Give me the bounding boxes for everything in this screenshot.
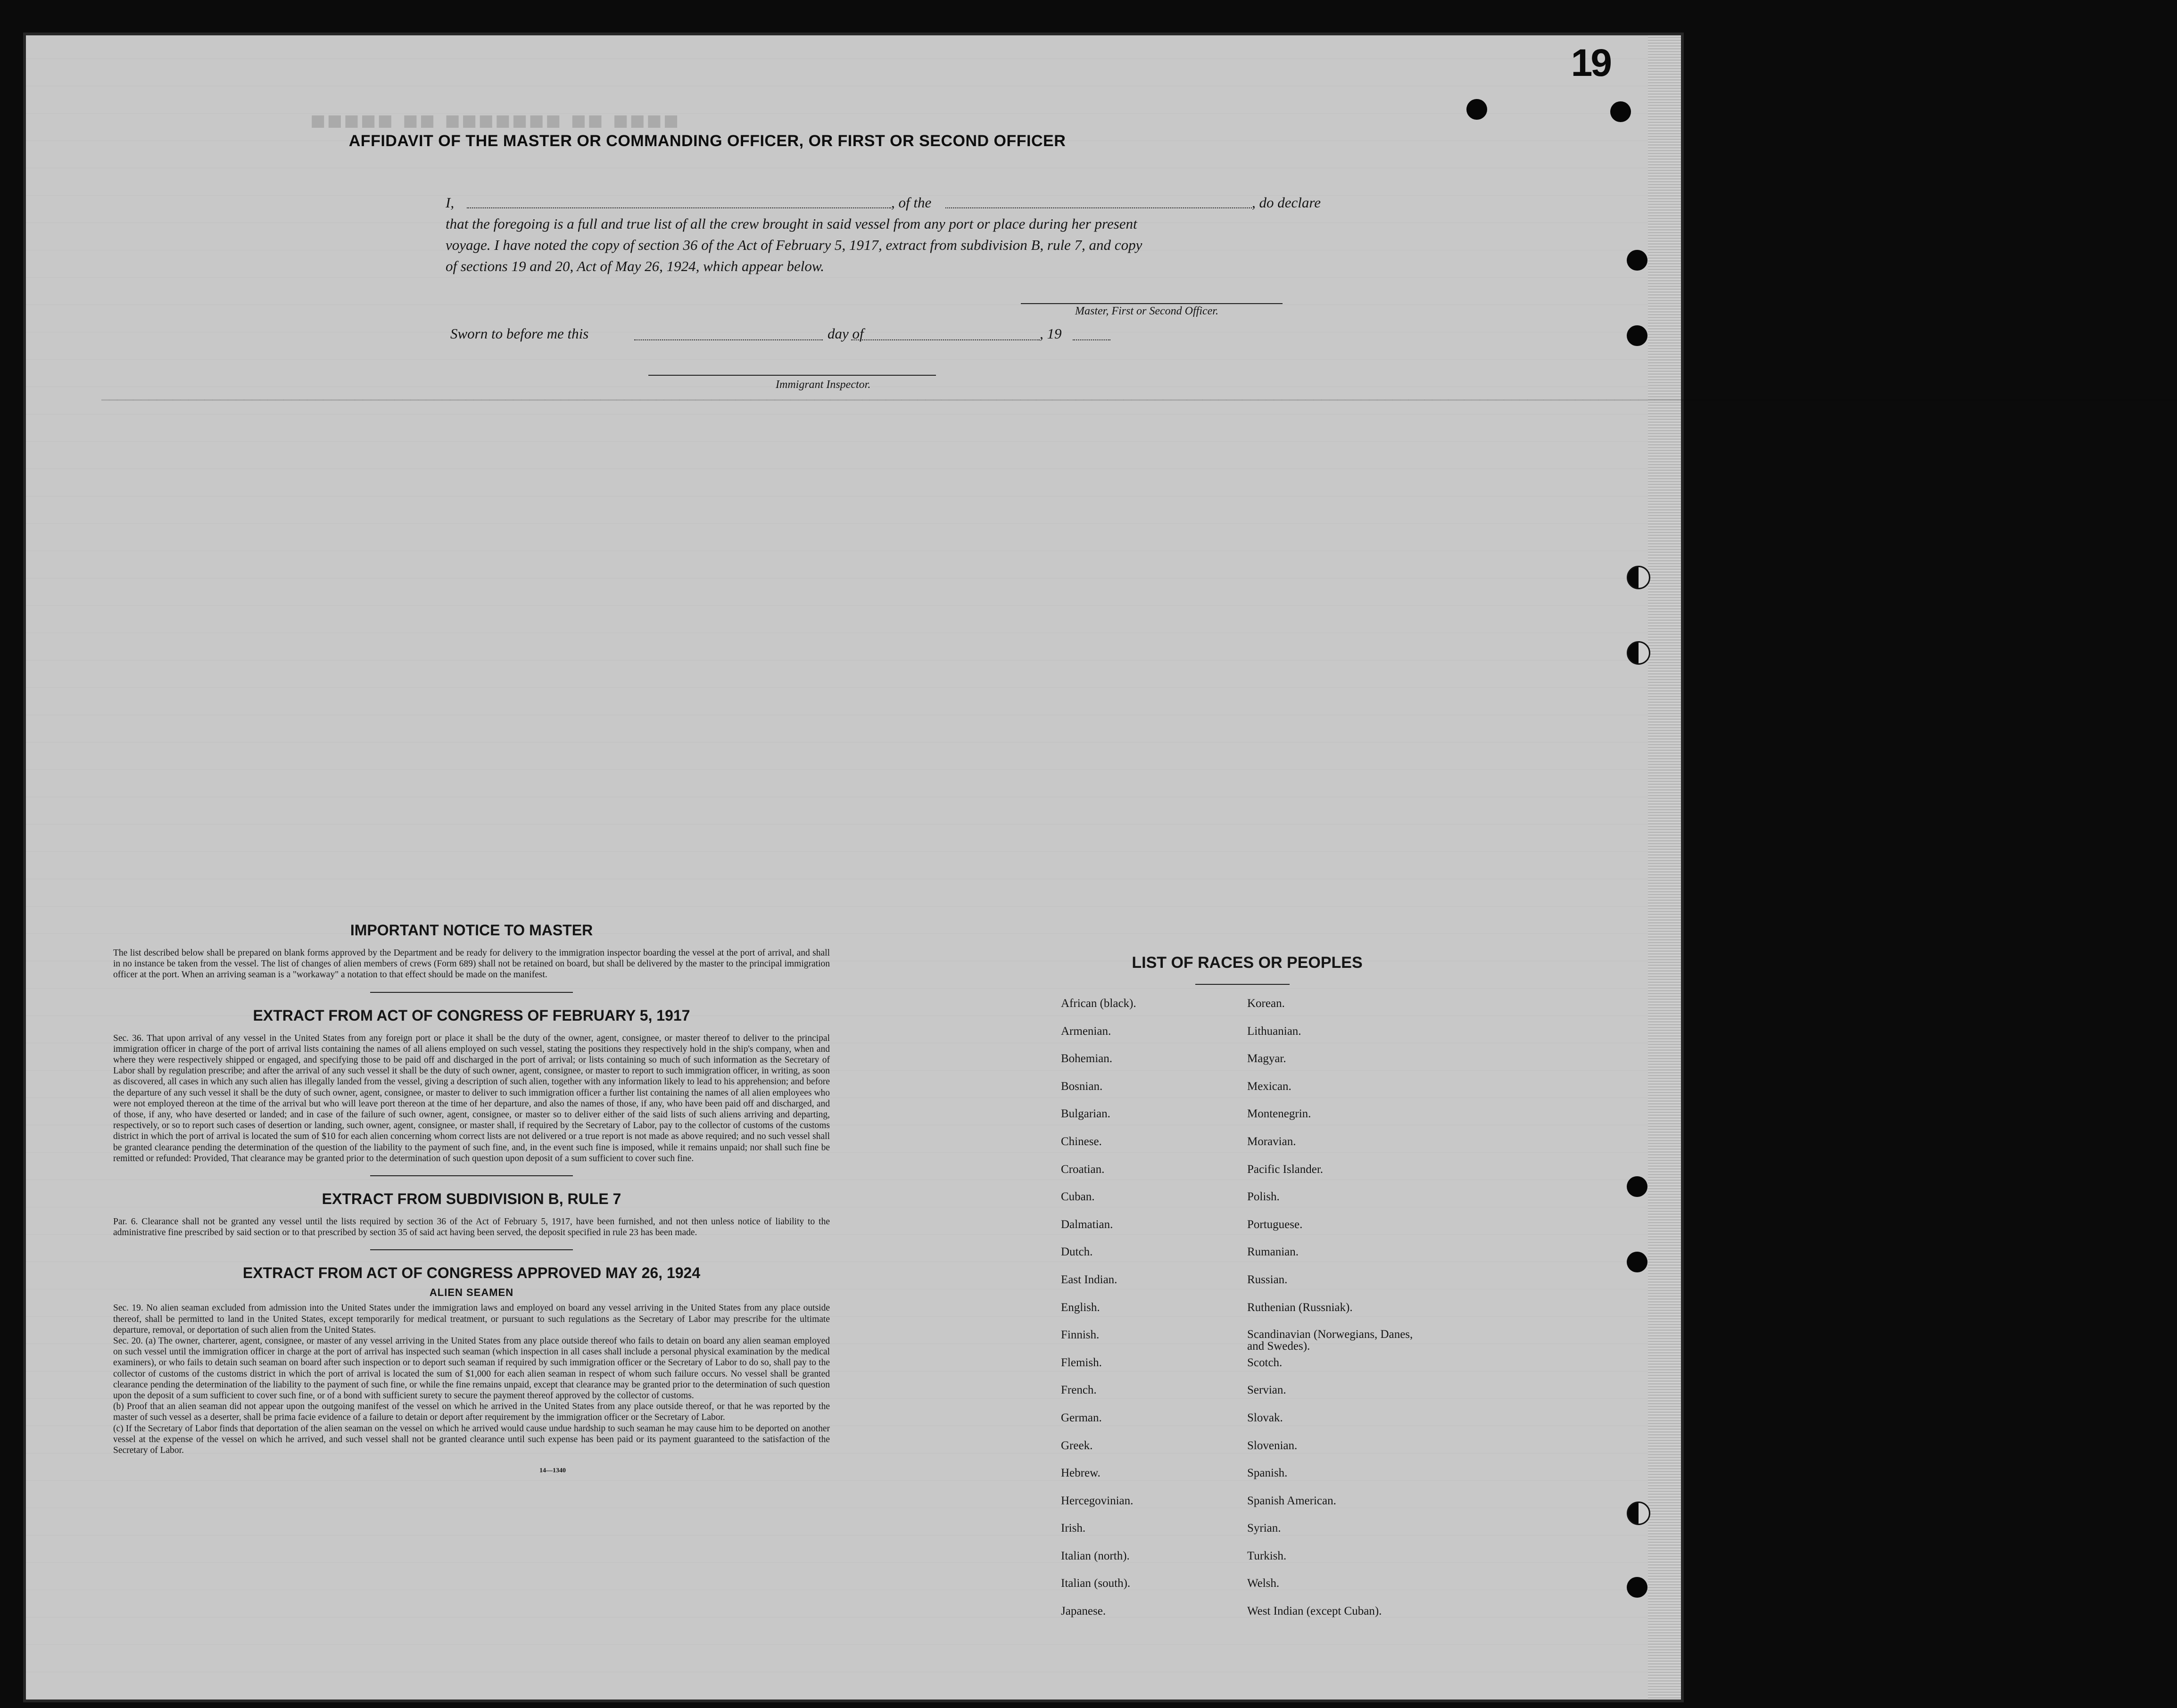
race-item: Cuban. (1061, 1190, 1095, 1204)
race-item: Slovak. (1247, 1411, 1283, 1424)
race-item: English. (1061, 1301, 1100, 1314)
race-item: West Indian (except Cuban). (1247, 1605, 1382, 1618)
affidavit-line-1c: , do declare (1252, 194, 1321, 211)
punch-hole (1627, 1252, 1647, 1272)
inspector-signature-line[interactable] (648, 375, 936, 376)
race-item: Dalmatian. (1061, 1218, 1113, 1231)
race-item: Irish. (1061, 1522, 1086, 1535)
race-item: Scotch. (1247, 1356, 1283, 1369)
punch-hole (1627, 1176, 1647, 1197)
divider (370, 992, 573, 993)
rule-7-title: EXTRACT FROM SUBDIVISION B, RULE 7 (322, 1190, 621, 1208)
race-item: Polish. (1247, 1190, 1280, 1204)
act-1917-title: EXTRACT FROM ACT OF CONGRESS OF FEBRUARY 5, 1917 (253, 1007, 690, 1024)
legal-extracts (113, 922, 830, 1475)
sec-19-text: Sec. 19. No alien seaman excluded from admission into the United States under the immigration laws and employed on board any vessel arriving in the United States from any place outside thereof, shall be permitted to land in the United States, except temporarily for medical treatment, or pursuant to such regulations as the Secretary of Labor may prescribe for the ultimate departure, removal, or deportation of such alien from the United States. (113, 1303, 830, 1335)
punch-hole (1627, 566, 1650, 589)
race-item: Finnish. (1061, 1328, 1100, 1342)
sec-20a-text: Sec. 20. (a) The owner, charterer, agent, consignee, or master of any vessel arriving in the United States from any place outside thereof who fails to detain on board any alien seaman employed on such vessel until the immigration officer in charge at the port of arrival has inspected such seaman (which inspection in all cases shall include a personal physical examination by the medical examiners), or who fails to detain such seaman on board after such inspection or to deport such seaman if required by such immigration officer or the Secretary of Labor to do so, shall pay to the collector of customs of the customs district in which the port of arrival is located the sum of $1,000 for each alien seaman in respect of whom such failure occurs. No vessel shall be granted clearance pending the determination of the liability to the payment of such fine, or while the fine remains unpaid, except that clearance may be granted prior to the determination of such question upon the deposit of a sum sufficient to cover such fine, or of a bond with sufficient surety to secure the payment thereof approved by the collector of customs. (113, 1336, 830, 1401)
race-item: Portuguese. (1247, 1218, 1303, 1231)
act-1924-subtitle: ALIEN SEAMEN (429, 1287, 514, 1299)
affidavit-line-2: that the foregoing is a full and true list of all the crew brought in said vessel from any port or place during her present (446, 215, 1137, 232)
bleed-through: ■■■■ ■■ ■■■■■■■ ■■ ■■■■■ (309, 107, 679, 135)
race-item: Ruthenian (Russniak). (1247, 1301, 1353, 1314)
act-1924-title: EXTRACT FROM ACT OF CONGRESS APPROVED MAY 26, 1924 (242, 1264, 701, 1282)
signature-line[interactable] (1021, 303, 1283, 304)
affidavit-line-4: of sections 19 and 20, Act of May 26, 1924, which appear below. (446, 258, 825, 274)
race-item: French. (1061, 1384, 1097, 1397)
manifest-page (26, 35, 2177, 1700)
race-item: Spanish American. (1247, 1494, 1336, 1507)
affidavit-title: AFFIDAVIT OF THE MASTER OR COMMANDING OFFICER, OR FIRST OR SECOND OFFICER (348, 132, 1066, 150)
race-item: Magyar. (1247, 1052, 1286, 1065)
page-edge (1648, 35, 1681, 1700)
sec-20c-text: (c) If the Secretary of Labor finds that deportation of the alien seaman on the vessel on which he arrived would cause undue hardship to such seaman he may cause him to be deported on another vessel at the expense of the vessel on which he arrived, and such vessel shall not be granted clearance until such expense has been paid or its payment guaranteed to the satisfaction of the Secretary of Labor. (113, 1423, 830, 1456)
race-item: Spanish. (1247, 1467, 1288, 1480)
race-item: Hebrew. (1061, 1467, 1101, 1480)
punch-hole (1627, 325, 1647, 346)
race-item: Bulgarian. (1061, 1107, 1110, 1121)
race-item: Mexican. (1247, 1080, 1291, 1093)
race-item: Pacific Islander. (1247, 1163, 1324, 1176)
race-item: Greek. (1061, 1439, 1093, 1452)
notice-text: The list described below shall be prepared on blank forms approved by the Department and be ready for delivery to the immigration inspector boarding the vessel at the port of arrival, and shall in no instance be taken from the vessel. The list of changes of alien members of crews (Form 689) shall not be retained on board, but shall be delivered by the master to the principal immigration officer at the port. When an arriving seaman is a "workaway" a notation to that effect should be made on the manifest. (113, 948, 830, 980)
race-item: Italian (north). (1061, 1549, 1130, 1562)
punch-hole (1627, 250, 1647, 271)
race-item: Welsh. (1247, 1577, 1280, 1590)
sworn-text-c: , 19 (1040, 325, 1062, 342)
race-item: Servian. (1247, 1384, 1286, 1397)
inspector-caption: Immigrant Inspector. (776, 379, 871, 391)
race-item: Rumanian. (1247, 1246, 1299, 1259)
race-item: Bohemian. (1061, 1052, 1113, 1065)
punch-hole (1627, 1577, 1647, 1598)
bleed-through: ────────────────────────────────────────────────────────────────────────────────────────────────────────────────────────────────────────────────────────────────────────────────────────────────────────────────────────────────────────────────────────────────────── (101, 394, 2177, 408)
race-item: Turkish. (1247, 1549, 1287, 1562)
race-item: Montenegrin. (1247, 1107, 1311, 1121)
notice-title: IMPORTANT NOTICE TO MASTER (350, 922, 593, 939)
sworn-year-line[interactable] (1073, 339, 1110, 340)
race-item: Russian. (1247, 1273, 1288, 1286)
divider (370, 1249, 573, 1250)
punch-hole (1627, 1502, 1650, 1525)
race-item: Bosnian. (1061, 1080, 1103, 1093)
race-item: Moravian. (1247, 1135, 1296, 1148)
divider (370, 1175, 573, 1176)
race-item: Lithuanian. (1247, 1024, 1301, 1038)
race-item: Scandinavian (Norwegians, Danes, and Swedes). (1247, 1328, 1413, 1353)
sec-20b-text: (b) Proof that an alien seaman did not appear upon the outgoing manifest of the vessel on which he arrived in the United States from any place outside thereof, or that he was reported by the master of such vessel as a deserter, shall be prima facie evidence of a failure to detain or deport after requirement by the immigration officer or the Secretary of Labor. (113, 1402, 830, 1423)
affidavit-line-1a: I, (446, 194, 455, 211)
punch-hole (1610, 101, 1631, 122)
races-title: LIST OF RACES OR PEOPLES (1132, 954, 1363, 972)
sworn-text-b: day of (828, 325, 864, 342)
sworn-text-a: Sworn to before me this (450, 325, 589, 342)
race-item: Croatian. (1061, 1163, 1105, 1176)
race-item: German. (1061, 1411, 1102, 1424)
punch-hole (1466, 99, 1487, 120)
race-item: African (black). (1061, 997, 1136, 1010)
race-item: Hercegovinian. (1061, 1494, 1134, 1507)
race-item: Japanese. (1061, 1605, 1106, 1618)
punch-hole (1627, 641, 1650, 665)
race-item: Slovenian. (1247, 1439, 1298, 1452)
page-number: 19 (1571, 41, 1610, 84)
vessel-field-line[interactable] (945, 207, 1252, 208)
act-1917-text: Sec. 36. That upon arrival of any vessel in the United States from any foreign port or place it shall be the duty of the owner, agent, consignee, or master thereof to deliver to the principal immigration officer in charge of the port of arrival lists containing the names of all aliens employed on such vessel, stating the positions they respectively hold in the ship's company, when and where they were respectively shipped or engaged, and specifying those to be paid off and discharged in the port of arrival; or lists containing so much of such information as the Secretary of Labor shall by regulation prescribe; and after the arrival of any such vessel it shall be the duty of such owner, agent, consignee, or master to report to such immigration officer, in writing, as soon as discovered, all cases in which any such alien has illegally landed from the vessel, giving a description of such alien, together with any information likely to lead to his apprehension; and before the departure of any such vessel it shall be the duty of such owner, agent, consignee, or master to deliver to such immigration officer a further list containing the names of all alien employees who were not employed thereon at the time of the arrival but who will leave port thereon at the time of her departure, and also the names of those, if any, who have been paid off and discharged, and of those, if any, who have deserted or landed; and in case of the failure of such owner, agent, consignee, or master so to deliver either of the said lists of such aliens arriving and departing, respectively, or so to report such cases of desertion or landing, such owner, agent, consignee, or master shall, if required by the Secretary of Labor, pay to the collector of customs of the customs district in which the port of arrival is located the sum of $10 for each alien concerning whom correct lists are not delivered or a true report is not made as above required; and no such vessel shall be granted clearance pending the determination of the question of the liability to the payment of such fine, and, in the event such fine is imposed, while it remains unpaid; nor shall such fine be remitted or refunded: Provided, That clearance may be granted prior to the determination of such question upon deposit of a sum sufficient to cover such fine. (113, 1033, 830, 1163)
races-divider (1195, 984, 1290, 985)
name-field-line[interactable] (467, 207, 891, 208)
affidavit-line-3: voyage. I have noted the copy of section 36 of the Act of February 5, 1917, extract from subdivision B, rule 7, and copy (446, 237, 1142, 253)
race-item: Dutch. (1061, 1246, 1093, 1259)
race-item: Korean. (1247, 997, 1285, 1010)
sworn-month-line[interactable] (851, 339, 1040, 340)
races-right-column (1247, 997, 1417, 1633)
affidavit-line-1b: , of the (891, 194, 932, 211)
signature-caption: Master, First or Second Officer. (1075, 305, 1218, 317)
race-item: Armenian. (1061, 1024, 1111, 1038)
rule-7-text: Par. 6. Clearance shall not be granted any vessel until the lists required by section 36 of the Act of February 5, 1917, have been furnished, and not then unless notice of liability to the administrative fine prescribed by said section or to that prescribed by section 35 of said act having been served, the deposit specified in rule 23 has been made. (113, 1217, 830, 1238)
form-number: 14—1340 (539, 1467, 566, 1475)
race-item: Chinese. (1061, 1135, 1102, 1148)
race-item: East Indian. (1061, 1273, 1117, 1286)
sworn-day-line[interactable] (634, 339, 823, 340)
race-item: Flemish. (1061, 1356, 1102, 1369)
race-item: Syrian. (1247, 1522, 1281, 1535)
races-left-column (1061, 997, 1136, 1633)
race-item: Italian (south). (1061, 1577, 1131, 1590)
